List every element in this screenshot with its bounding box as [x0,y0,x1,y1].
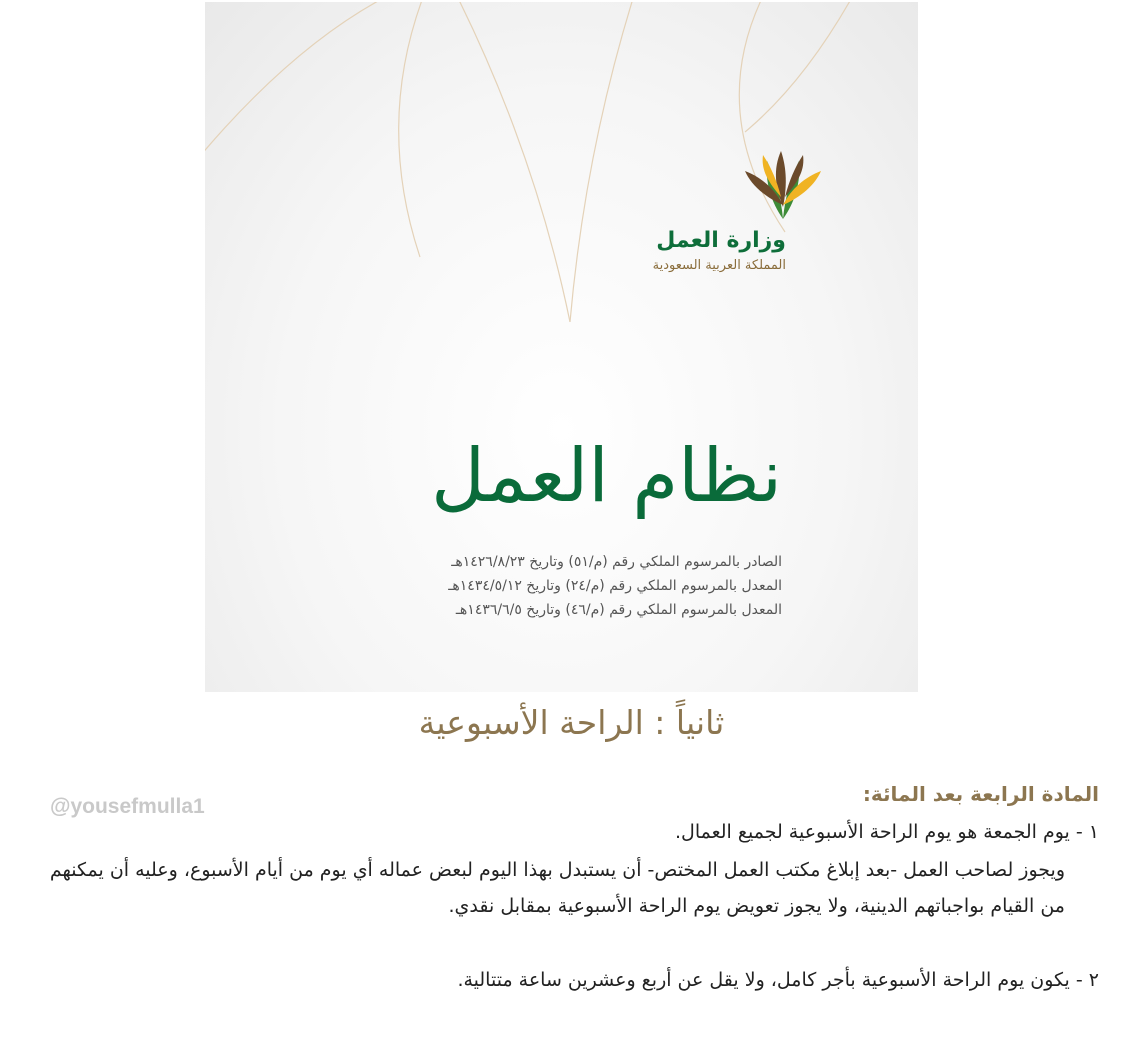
article-heading: المادة الرابعة بعد المائة: [862,782,1099,806]
section-title: ثانياً : الراحة الأسبوعية [418,703,725,742]
article-paragraph: ويجوز لصاحب العمل -بعد إبلاغ مكتب العمل المختص- أن يستبدل بهذا اليوم لبعض عماله أي يوم من أيام الأسبوع، وعليه أن يمكنهم من القيام بواجباتهم الدينية، ولا يجوز تعويض يوم الراحة الأسبوعية بمقابل نقدي. [49,859,1065,917]
watermark-handle: @yousefmulla1 [50,795,205,818]
ministry-logo-icon [743,147,823,227]
cover-image [205,2,918,692]
decree-line: المعدل بالمرسوم الملكي رقم (م/٢٤) وتاريخ ١٤٣٤/٥/١٢هـ [448,578,782,594]
ministry-name: وزارة العمل [656,228,786,253]
cover-title: نظام العمل [431,433,782,519]
decree-line: الصادر بالمرسوم الملكي رقم (م/٥١) وتاريخ ١٤٢٦/٨/٢٣هـ [451,554,782,570]
ministry-subtitle: المملكة العربية السعودية [652,258,786,273]
article-paragraph: ١ - يوم الجمعة هو يوم الراحة الأسبوعية لجميع العمال. [674,821,1099,843]
decree-list [448,550,782,622]
article-paragraph: ٢ - يكون يوم الراحة الأسبوعية بأجر كامل، ولا يقل عن أربع وعشرين ساعة متتالية. [457,969,1099,991]
decree-line: المعدل بالمرسوم الملكي رقم (م/٤٦) وتاريخ ١٤٣٦/٦/٥هـ [455,602,782,618]
